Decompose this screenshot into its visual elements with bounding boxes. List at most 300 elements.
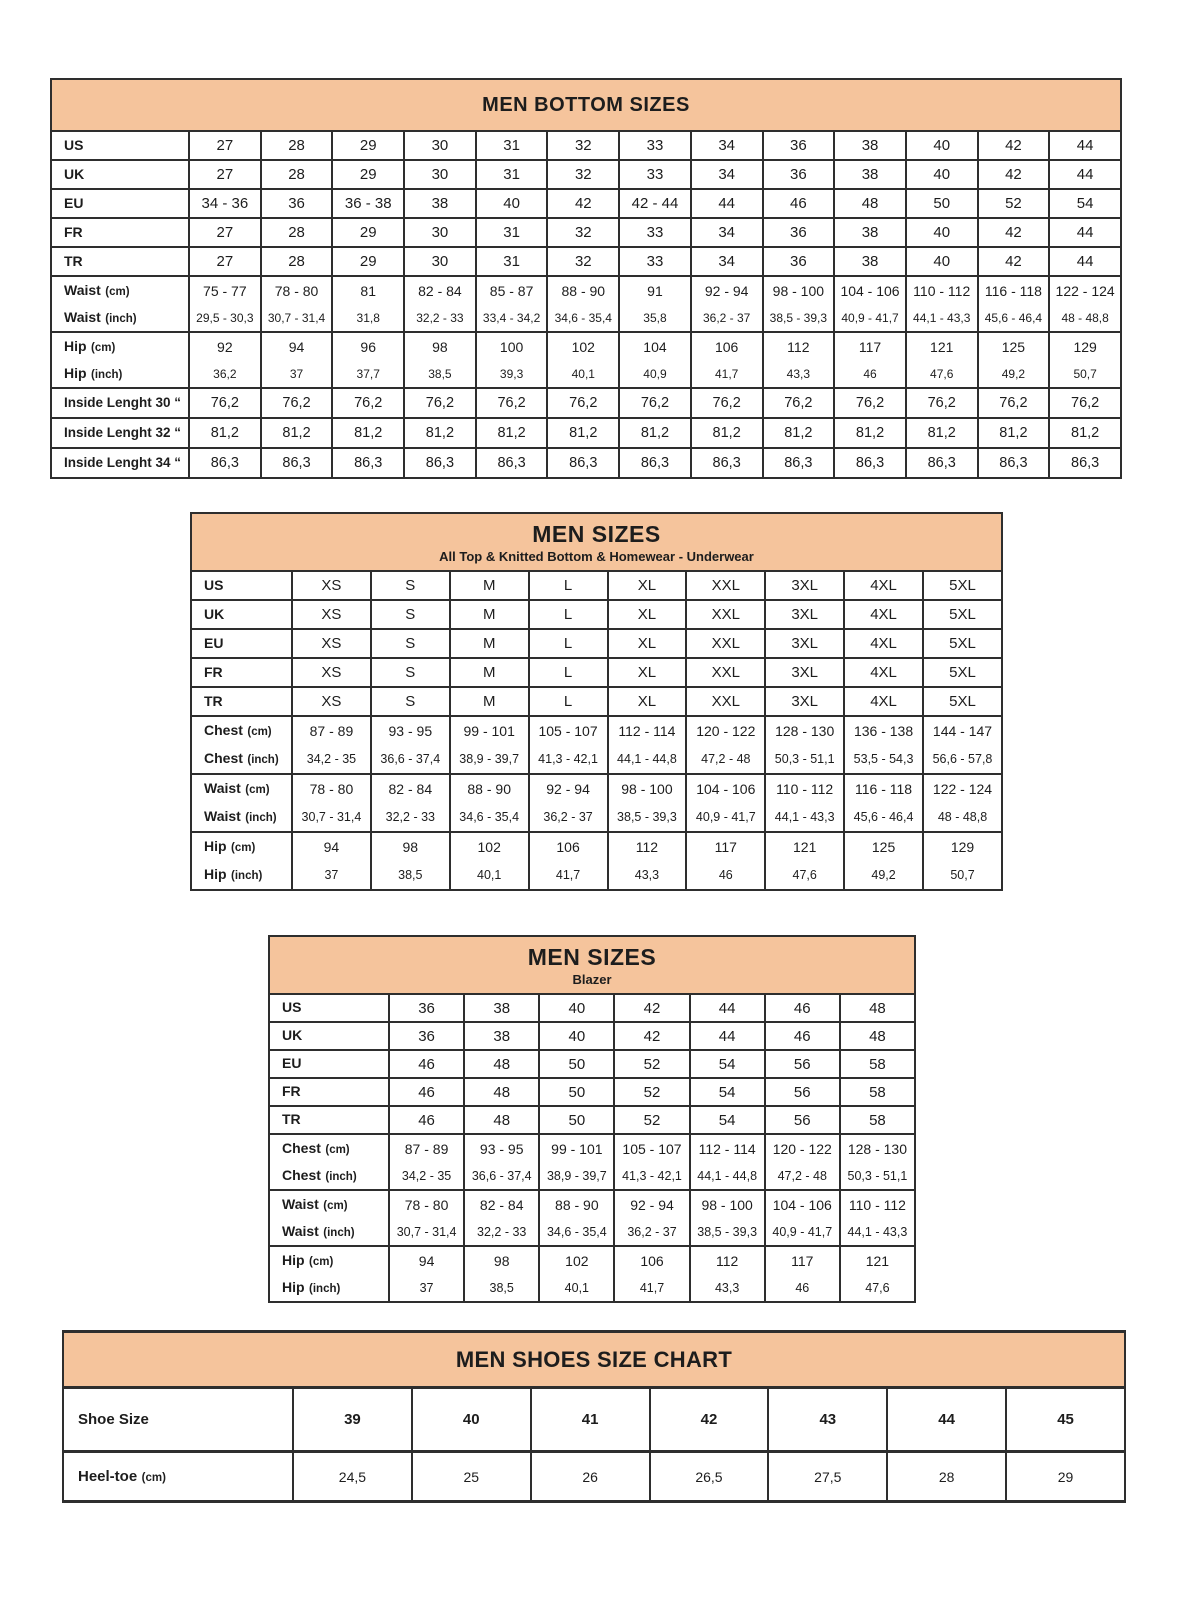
- men-blazer-sizes-table: [268, 935, 916, 1303]
- size-cell: 120 - 122: [686, 716, 765, 745]
- table-row: [269, 1218, 915, 1246]
- size-cell: 50: [539, 1050, 614, 1078]
- size-cell: 34,6 - 35,4: [450, 803, 529, 832]
- table-row: [51, 388, 1121, 418]
- size-cell: 48 - 48,8: [1049, 304, 1121, 332]
- size-cell: 98 - 100: [763, 276, 835, 304]
- table-row: [191, 629, 1002, 658]
- size-cell: S: [371, 571, 450, 600]
- size-cell: 30: [404, 218, 476, 247]
- row-label: [51, 448, 189, 478]
- size-cell: 4XL: [844, 571, 923, 600]
- size-cell: 52: [614, 1078, 689, 1106]
- size-cell: 36: [389, 994, 464, 1022]
- table-row: [191, 658, 1002, 687]
- row-label-unit: (cm): [325, 1143, 350, 1156]
- size-cell: 76,2: [261, 388, 333, 418]
- size-cell: 38,5 - 39,3: [690, 1218, 765, 1246]
- row-label-text: US: [64, 136, 84, 153]
- size-cell: 46: [389, 1106, 464, 1134]
- size-cell: 102: [450, 832, 529, 861]
- size-cell: 81,2: [763, 418, 835, 448]
- row-label-text: EU: [64, 194, 84, 211]
- size-cell: 86,3: [978, 448, 1050, 478]
- size-cell: 34 - 36: [189, 189, 261, 218]
- size-cell: 46: [765, 1274, 840, 1302]
- size-cell: 44: [1049, 218, 1121, 247]
- size-cell: 49,2: [844, 861, 923, 890]
- men-bottom-sizes-table: [50, 78, 1122, 479]
- row-label: [51, 189, 189, 218]
- size-cell: 125: [844, 832, 923, 861]
- size-cell: 5XL: [923, 600, 1002, 629]
- row-label: [51, 160, 189, 189]
- size-cell: L: [529, 600, 608, 629]
- row-label: [191, 716, 292, 745]
- size-cell: 32: [547, 247, 619, 276]
- size-cell: 36,2 - 37: [614, 1218, 689, 1246]
- table-header: [269, 936, 915, 994]
- size-cell: 121: [840, 1246, 915, 1274]
- size-cell: 76,2: [691, 388, 763, 418]
- size-cell: 47,6: [906, 360, 978, 388]
- row-label: [191, 571, 292, 600]
- size-cell: 32,2 - 33: [371, 803, 450, 832]
- size-cell: 26: [531, 1452, 650, 1502]
- row-label-unit: (cm): [323, 1199, 348, 1212]
- table-subtitle: Blazer: [572, 971, 612, 987]
- row-label-unit: (cm): [91, 341, 116, 354]
- size-cell: 29: [332, 131, 404, 160]
- size-cell: 42: [547, 189, 619, 218]
- size-cell: 41,7: [691, 360, 763, 388]
- size-cell: 38,5 - 39,3: [763, 304, 835, 332]
- table-row: [191, 832, 1002, 861]
- size-cell: 30: [404, 247, 476, 276]
- row-label: [269, 1162, 389, 1190]
- row-label: [269, 1218, 389, 1246]
- size-cell: 34: [691, 247, 763, 276]
- size-cell: S: [371, 687, 450, 716]
- row-label: [51, 304, 189, 332]
- size-cell: 28: [261, 131, 333, 160]
- size-cell: 98 - 100: [690, 1190, 765, 1218]
- row-label-text: Hip: [204, 866, 227, 882]
- size-cell: 81,2: [261, 418, 333, 448]
- size-cell: 81,2: [619, 418, 691, 448]
- size-cell: 56: [765, 1106, 840, 1134]
- size-cell: M: [450, 629, 529, 658]
- size-cell: M: [450, 658, 529, 687]
- row-label: [269, 1050, 389, 1078]
- size-cell: XS: [292, 571, 371, 600]
- size-cell: 128 - 130: [765, 716, 844, 745]
- row-label-unit: (cm): [105, 285, 130, 298]
- size-cell: 86,3: [763, 448, 835, 478]
- size-cell: 82 - 84: [404, 276, 476, 304]
- table-title: MEN SIZES: [532, 520, 661, 547]
- size-cell: 33: [619, 247, 691, 276]
- size-cell: 30: [404, 131, 476, 160]
- size-cell: L: [529, 571, 608, 600]
- size-cell: 44: [691, 189, 763, 218]
- size-table: [50, 78, 1122, 479]
- table-subtitle: All Top & Knitted Bottom & Homewear - Underwear: [439, 548, 754, 564]
- size-cell: 129: [1049, 332, 1121, 360]
- size-cell: 81,2: [978, 418, 1050, 448]
- size-cell: L: [529, 687, 608, 716]
- size-cell: 100: [476, 332, 548, 360]
- men-shoes-size-table: [62, 1330, 1126, 1503]
- table-row: [63, 1452, 1125, 1502]
- size-cell: 76,2: [547, 388, 619, 418]
- size-cell: 46: [765, 994, 840, 1022]
- size-cell: 31: [476, 247, 548, 276]
- size-cell: 36: [763, 131, 835, 160]
- size-cell: 82 - 84: [464, 1190, 539, 1218]
- size-cell: 34: [691, 218, 763, 247]
- size-cell: 29: [332, 160, 404, 189]
- size-cell: 31: [476, 218, 548, 247]
- size-cell: 24,5: [293, 1452, 412, 1502]
- size-cell: 52: [614, 1106, 689, 1134]
- row-label-text: Hip: [64, 337, 87, 354]
- size-cell: 39: [293, 1388, 412, 1452]
- size-cell: XL: [608, 687, 687, 716]
- size-cell: 56: [765, 1050, 840, 1078]
- row-label-unit: (cm): [309, 1255, 334, 1268]
- size-cell: 44: [1049, 160, 1121, 189]
- size-cell: 98: [371, 832, 450, 861]
- row-label-text: UK: [64, 165, 85, 182]
- table-title: MEN BOTTOM SIZES: [482, 93, 690, 116]
- size-cell: 5XL: [923, 687, 1002, 716]
- size-cell: 117: [834, 332, 906, 360]
- table-row: [191, 745, 1002, 774]
- size-cell: 98: [404, 332, 476, 360]
- size-cell: 33: [619, 131, 691, 160]
- size-cell: 58: [840, 1050, 915, 1078]
- table-row: [269, 1190, 915, 1218]
- size-cell: 27,5: [768, 1452, 887, 1502]
- table-row: [191, 716, 1002, 745]
- size-cell: 46: [686, 861, 765, 890]
- size-cell: 121: [765, 832, 844, 861]
- size-cell: 45,6 - 46,4: [978, 304, 1050, 332]
- size-cell: 36: [763, 218, 835, 247]
- size-cell: 46: [834, 360, 906, 388]
- size-cell: XXL: [686, 629, 765, 658]
- size-cell: 32,2 - 33: [464, 1218, 539, 1246]
- size-cell: 78 - 80: [389, 1190, 464, 1218]
- size-cell: 36: [261, 189, 333, 218]
- row-label-text: Waist: [282, 1195, 319, 1212]
- size-cell: 47,6: [840, 1274, 915, 1302]
- size-cell: 49,2: [978, 360, 1050, 388]
- size-cell: 76,2: [619, 388, 691, 418]
- size-cell: 116 - 118: [978, 276, 1050, 304]
- size-cell: 40,1: [547, 360, 619, 388]
- size-cell: 76,2: [332, 388, 404, 418]
- size-cell: 29,5 - 30,3: [189, 304, 261, 332]
- size-cell: 4XL: [844, 600, 923, 629]
- row-label-text: Heel-toe: [78, 1467, 138, 1485]
- table-row: [51, 247, 1121, 276]
- row-label-unit: (cm): [141, 1471, 166, 1484]
- row-label: [269, 1134, 389, 1162]
- size-cell: 50,7: [923, 861, 1002, 890]
- size-cell: 56: [765, 1078, 840, 1106]
- row-label-text: UK: [282, 1027, 303, 1043]
- size-table: [62, 1330, 1126, 1503]
- size-cell: 86,3: [906, 448, 978, 478]
- size-cell: 30: [404, 160, 476, 189]
- row-label: [269, 1274, 389, 1302]
- size-cell: 92: [189, 332, 261, 360]
- size-cell: 41,3 - 42,1: [529, 745, 608, 774]
- size-cell: 38: [464, 1022, 539, 1050]
- size-cell: 54: [1049, 189, 1121, 218]
- size-cell: 38: [834, 218, 906, 247]
- size-cell: 92 - 94: [691, 276, 763, 304]
- size-cell: 40: [906, 247, 978, 276]
- size-cell: 30,7 - 31,4: [389, 1218, 464, 1246]
- size-cell: 34: [691, 131, 763, 160]
- row-label-unit: (cm): [247, 726, 272, 738]
- size-cell: 81: [332, 276, 404, 304]
- size-cell: 86,3: [404, 448, 476, 478]
- size-cell: 44,1 - 43,3: [840, 1218, 915, 1246]
- row-label-unit: (inch): [91, 368, 123, 381]
- size-cell: 26,5: [650, 1452, 769, 1502]
- size-cell: 40,9 - 41,7: [834, 304, 906, 332]
- size-cell: 42: [614, 994, 689, 1022]
- row-label-unit: (inch): [325, 1170, 357, 1183]
- size-cell: 45: [1006, 1388, 1125, 1452]
- size-cell: 37: [292, 861, 371, 890]
- size-cell: 76,2: [906, 388, 978, 418]
- size-cell: 33: [619, 160, 691, 189]
- row-label: [269, 1190, 389, 1218]
- size-cell: 52: [614, 1050, 689, 1078]
- table-title: MEN SIZES: [527, 943, 657, 970]
- size-cell: 28: [261, 247, 333, 276]
- size-cell: 81,2: [547, 418, 619, 448]
- table-row: [51, 332, 1121, 360]
- row-label: [269, 1078, 389, 1106]
- row-label-text: EU: [282, 1055, 302, 1071]
- size-cell: 112 - 114: [690, 1134, 765, 1162]
- size-cell: 76,2: [189, 388, 261, 418]
- size-cell: 41,7: [614, 1274, 689, 1302]
- size-cell: 45,6 - 46,4: [844, 803, 923, 832]
- row-label: [51, 131, 189, 160]
- row-label-text: TR: [204, 692, 223, 709]
- size-cell: 4XL: [844, 658, 923, 687]
- size-cell: 36,2 - 37: [529, 803, 608, 832]
- row-label: [63, 1452, 293, 1502]
- size-cell: L: [529, 629, 608, 658]
- size-cell: 3XL: [765, 600, 844, 629]
- size-cell: 5XL: [923, 571, 1002, 600]
- size-cell: 94: [261, 332, 333, 360]
- table-row: [191, 687, 1002, 716]
- size-cell: 37,7: [332, 360, 404, 388]
- size-cell: 54: [690, 1106, 765, 1134]
- size-cell: 86,3: [834, 448, 906, 478]
- table-row: [51, 304, 1121, 332]
- size-cell: XS: [292, 629, 371, 658]
- size-cell: 37: [389, 1274, 464, 1302]
- size-cell: 86,3: [547, 448, 619, 478]
- size-cell: 40,9 - 41,7: [686, 803, 765, 832]
- row-label-text: TR: [282, 1111, 301, 1127]
- size-cell: 86,3: [189, 448, 261, 478]
- size-cell: 81,2: [1049, 418, 1121, 448]
- size-cell: 86,3: [619, 448, 691, 478]
- size-cell: 28: [261, 160, 333, 189]
- size-cell: 46: [389, 1050, 464, 1078]
- row-label: [191, 745, 292, 774]
- size-cell: 94: [389, 1246, 464, 1274]
- size-cell: 34,6 - 35,4: [547, 304, 619, 332]
- row-label-text: Hip: [64, 364, 87, 381]
- size-cell: 38: [834, 131, 906, 160]
- size-cell: 33,4 - 34,2: [476, 304, 548, 332]
- size-cell: 53,5 - 54,3: [844, 745, 923, 774]
- size-cell: 75 - 77: [189, 276, 261, 304]
- table-header-row: [191, 513, 1002, 571]
- size-cell: 42 - 44: [619, 189, 691, 218]
- size-cell: 29: [332, 247, 404, 276]
- size-cell: 27: [189, 131, 261, 160]
- size-cell: 36 - 38: [332, 189, 404, 218]
- men-top-sizes-table: [190, 512, 1003, 891]
- size-cell: 44,1 - 44,8: [608, 745, 687, 774]
- size-cell: 92 - 94: [529, 774, 608, 803]
- row-label: [269, 994, 389, 1022]
- row-label-unit: (inch): [231, 870, 263, 882]
- row-label-text: UK: [204, 605, 225, 622]
- row-label-text: EU: [204, 634, 224, 651]
- size-cell: 29: [332, 218, 404, 247]
- table-header: [63, 1332, 1125, 1388]
- row-label: [191, 803, 292, 832]
- size-cell: 38,5: [404, 360, 476, 388]
- row-label: [269, 1106, 389, 1134]
- size-cell: XS: [292, 600, 371, 629]
- size-cell: 34,6 - 35,4: [539, 1218, 614, 1246]
- size-cell: 40,9: [619, 360, 691, 388]
- size-cell: 50: [906, 189, 978, 218]
- size-cell: 81,2: [189, 418, 261, 448]
- size-cell: 46: [763, 189, 835, 218]
- size-cell: 38: [834, 247, 906, 276]
- size-cell: 40: [906, 131, 978, 160]
- row-label: [191, 658, 292, 687]
- size-cell: 48: [840, 1022, 915, 1050]
- row-label-text: Shoe Size: [78, 1410, 149, 1428]
- size-cell: 47,6: [765, 861, 844, 890]
- size-cell: 76,2: [476, 388, 548, 418]
- size-cell: 85 - 87: [476, 276, 548, 304]
- size-cell: 87 - 89: [389, 1134, 464, 1162]
- size-cell: 48 - 48,8: [923, 803, 1002, 832]
- size-cell: 102: [547, 332, 619, 360]
- row-label-text: FR: [282, 1083, 301, 1099]
- table-header: [191, 513, 1002, 571]
- size-cell: 50,3 - 51,1: [840, 1162, 915, 1190]
- size-cell: XS: [292, 687, 371, 716]
- size-cell: 40: [539, 994, 614, 1022]
- size-cell: 110 - 112: [765, 774, 844, 803]
- size-cell: S: [371, 658, 450, 687]
- table-row: [269, 1134, 915, 1162]
- row-label-unit: (cm): [245, 784, 270, 796]
- row-label-text: Hip: [282, 1278, 305, 1295]
- row-label-text: Chest: [282, 1166, 321, 1183]
- size-cell: 128 - 130: [840, 1134, 915, 1162]
- table-row: [191, 803, 1002, 832]
- size-cell: 28: [261, 218, 333, 247]
- size-cell: 44: [1049, 131, 1121, 160]
- row-label-text: FR: [204, 663, 223, 680]
- size-cell: 144 - 147: [923, 716, 1002, 745]
- size-cell: 30,7 - 31,4: [261, 304, 333, 332]
- size-cell: 32: [547, 218, 619, 247]
- size-cell: 106: [691, 332, 763, 360]
- size-cell: XL: [608, 629, 687, 658]
- row-label-text: Hip: [282, 1251, 305, 1268]
- size-cell: 112: [690, 1246, 765, 1274]
- size-cell: 29: [1006, 1452, 1125, 1502]
- size-cell: 3XL: [765, 571, 844, 600]
- size-cell: 3XL: [765, 629, 844, 658]
- size-cell: 106: [529, 832, 608, 861]
- table-row: [51, 418, 1121, 448]
- size-cell: 104 - 106: [834, 276, 906, 304]
- size-cell: 33: [619, 218, 691, 247]
- size-cell: 30,7 - 31,4: [292, 803, 371, 832]
- table-row: [51, 218, 1121, 247]
- row-label-text: Chest: [204, 722, 243, 738]
- size-cell: 40: [476, 189, 548, 218]
- table-row: [269, 1050, 915, 1078]
- size-cell: 3XL: [765, 658, 844, 687]
- size-cell: 88 - 90: [547, 276, 619, 304]
- size-cell: 38: [834, 160, 906, 189]
- row-label-unit: (inch): [323, 1226, 355, 1239]
- size-cell: 44,1 - 43,3: [906, 304, 978, 332]
- size-cell: 43,3: [763, 360, 835, 388]
- size-cell: 28: [887, 1452, 1006, 1502]
- size-cell: 36,6 - 37,4: [464, 1162, 539, 1190]
- size-cell: 112: [608, 832, 687, 861]
- size-cell: 106: [614, 1246, 689, 1274]
- table-title: MEN SHOES SIZE CHART: [455, 1346, 733, 1372]
- table-row: [269, 994, 915, 1022]
- size-cell: S: [371, 629, 450, 658]
- size-cell: 27: [189, 247, 261, 276]
- row-label: [51, 276, 189, 304]
- table-header-row: [269, 936, 915, 994]
- table-row: [51, 189, 1121, 218]
- size-cell: 38,5: [371, 861, 450, 890]
- size-cell: 105 - 107: [614, 1134, 689, 1162]
- row-label-text: Waist: [204, 808, 241, 824]
- size-cell: 4XL: [844, 687, 923, 716]
- size-cell: 117: [686, 832, 765, 861]
